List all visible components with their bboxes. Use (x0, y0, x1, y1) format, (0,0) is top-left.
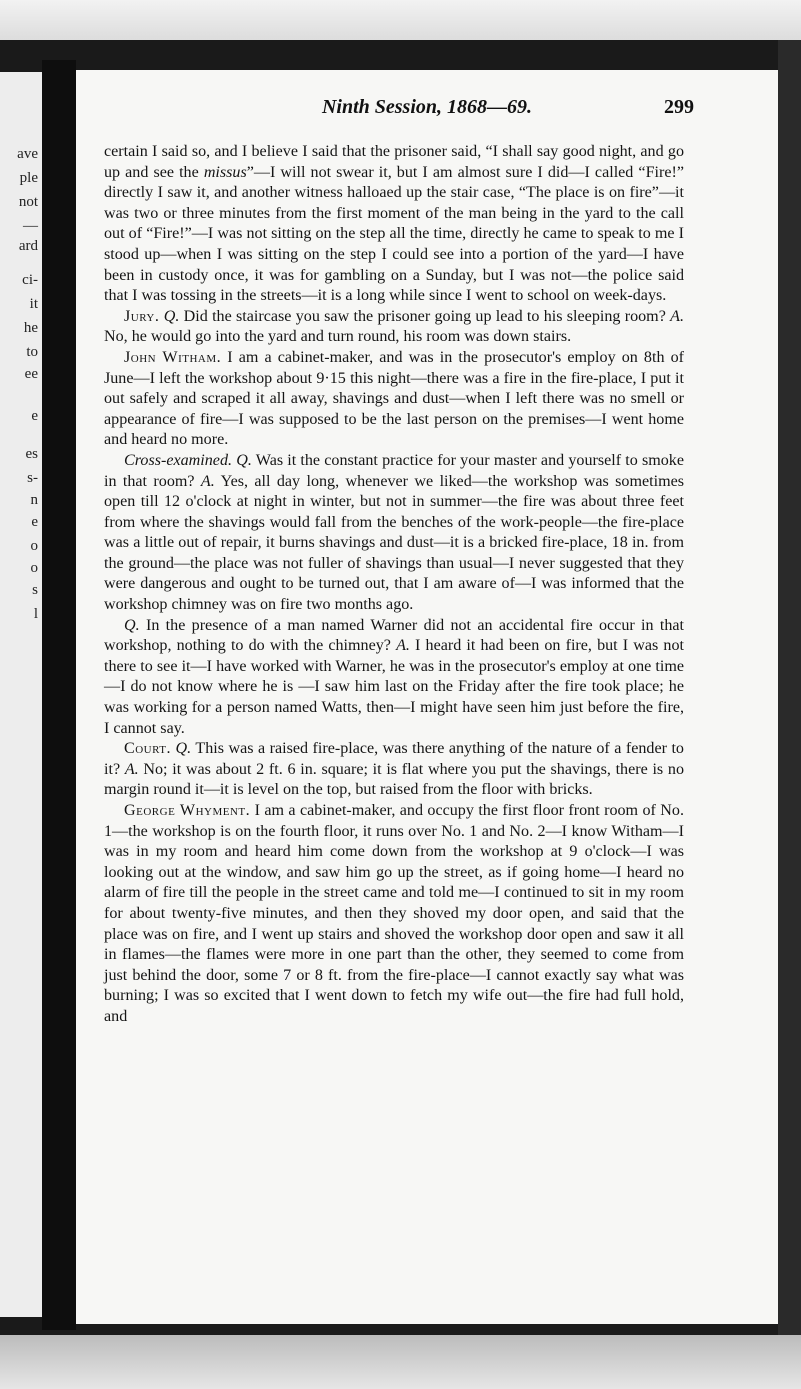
facing-page-fragment: — (23, 218, 38, 234)
paragraph (104, 348, 684, 451)
facing-page-fragment: to (26, 344, 38, 360)
text-run: This was a raised fire-place, was there anything of the nature of a fender to it? (104, 740, 684, 778)
book-gutter (42, 60, 76, 1330)
text-run: ”—I will not swear it, but I am almost sure I did—I called “Fire!” directly I saw it, and another witness halloaed up the stair case, “The place is on fire”—it was two or three minutes from the first moment of the man being in the yard to the call out of “Fire!”—I was not sitting on the step all the time, directly he came to speak to me I stood up—when I was sitting on the step I could see into a portion of the yard—I have been in custody once, it was for gambling on a Sunday, but I was not—the police said that I was tossing in the streets—it is a long while since I went to school on week-days. (104, 163, 684, 305)
page-number: 299 (664, 96, 694, 118)
facing-page-fragment: it (29, 296, 38, 312)
text-run: Did the staircase you saw the prisoner going up lead to his sleeping room? (179, 307, 671, 325)
facing-page-fragment: ave (17, 146, 38, 162)
facing-page-fragment: ard (18, 238, 38, 254)
paragraph (104, 142, 684, 307)
facing-page-fragment: o (30, 538, 38, 554)
page-header (76, 96, 778, 122)
italic-text: Cross-examined. (124, 451, 233, 469)
speaker-name: George Whyment. (124, 802, 251, 819)
facing-page-fragment: ple (19, 170, 38, 186)
text-run: Was it the constant practice for your master and yourself to smoke in that room? (104, 451, 684, 490)
facing-page-fragment: ee (24, 366, 38, 382)
italic-text: A. (670, 307, 684, 325)
facing-page-fragment: not (18, 194, 38, 210)
facing-page-fragment: es (25, 446, 38, 462)
facing-page-fragment: o (30, 560, 38, 576)
text-run: I am a cabinet-maker, and was in the prosecutor's employ on 8th of June—I left the workshop about 9·15 this night—there was a fire in the fire-place, I put it out safely and scraped it all away, shavings and dust—when I left there was no smell or appearance of fire—I was supposed to be the last person on the premises—I went home and heard no more. (104, 348, 685, 449)
paragraph (104, 739, 684, 801)
facing-page-fragment: s- (27, 470, 38, 486)
italic-text: missus (203, 163, 247, 181)
running-head: Ninth Session, 1868—69. (321, 96, 533, 118)
text-run: certain I said so, and I believe I said that the prisoner said, “I shall say good night, and go up and see the (104, 143, 684, 181)
text-run: In the presence of a man named Warner did not an accidental fire occur in that workshop, nothing to do with the chimney? (104, 616, 684, 655)
scan-right-edge (778, 40, 801, 1350)
facing-page-fragment: he (23, 320, 38, 336)
speaker-name: Court. (124, 740, 172, 758)
paragraph (104, 451, 684, 616)
facing-page-fragment: ci- (22, 272, 38, 288)
text-run: No, he would go into the yard and turn round, his room was down stairs. (104, 328, 572, 346)
italic-text: Q. (124, 616, 140, 634)
document-page (76, 70, 778, 1324)
italic-text: Q. (163, 307, 180, 325)
scan-bottom-margin (0, 1335, 801, 1389)
facing-page-fragment: s (32, 582, 38, 598)
facing-page-fragment: n (30, 492, 38, 508)
text-run: No; it was about 2 ft. 6 in. square; it is flat where you put the shavings, there is no margin round it—it is level on the top, but raised from the floor with bricks. (104, 760, 685, 799)
text-run: I heard it had been on fire, but I was not there to see it—I have worked with Warner, he was in the prosecutor's employ at one time—I do not know where he is —I saw him last on the Friday after the fire took place; he was working for a person named Watts, then—I might have seen him just before the fire, I cannot say. (104, 637, 685, 737)
italic-text: Q. (236, 451, 252, 469)
italic-text: A. (396, 637, 410, 655)
facing-page-fragment: l (33, 606, 38, 622)
text-run: Yes, all day long, whenever we liked—the workshop was sometimes open till 12 o'clock at night in winter, but not in summer—the fire was about three feet from where the shavings would fall from the benches of the work-people—the fire-place was a little out of repair, it burns shavings and dust—it is a bricked fire-place, 18 in. from the ground—the place was not fuller of shavings than usual—I never suggested that they were dangerous and ought to be turned out, that I am aware of—I was informed that the workshop chimney was on fire two months ago. (104, 472, 684, 614)
facing-page-fragment: e (31, 408, 38, 424)
paragraph (104, 307, 684, 348)
paragraph (104, 801, 684, 1028)
scan-top-margin (0, 0, 801, 45)
italic-text: Q. (175, 740, 192, 758)
text-run: I am a cabinet-maker, and occupy the first floor front room of No. 1—the workshop is on the fourth floor, it runs over No. 1 and No. 2—I know Witham—I was in my room and heard him come down from the workshop at 9 o'clock—I was looking out at the window, and saw him go up the street, as if going home—I heard no alarm of fire till the people in the street came and told me—I continued to sit in my room for about twenty-five minutes, and then they shoved my door open, and said that the place was on fire, and I went up stairs and shoved the workshop door open and saw it all in flames—the flames were more in one part than the other, they seemed to come from just behind the door, some 7 or 8 ft. from the fire-place—I cannot exactly say what was burning; I was so excited that I went down to fetch my wife out—the fire had full hold, and (104, 802, 684, 1025)
speaker-name: Jury. (124, 307, 160, 325)
speaker-name: John Witham. (124, 348, 222, 366)
body-text (104, 142, 684, 1028)
italic-text: A. (124, 760, 139, 778)
facing-page-fragment: e (31, 514, 38, 530)
italic-text: A. (200, 472, 215, 490)
facing-page-edge (0, 72, 42, 1317)
paragraph (104, 616, 684, 740)
